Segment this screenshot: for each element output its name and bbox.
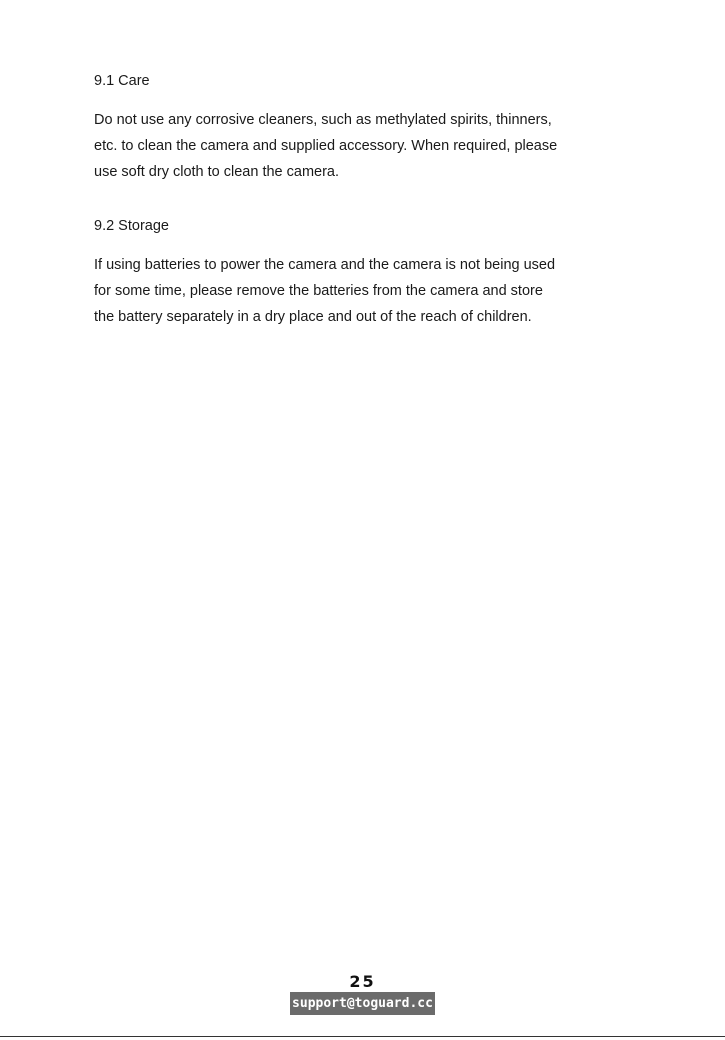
section-heading-care: 9.1 Care <box>94 73 150 89</box>
body-line: Do not use any corrosive cleaners, such as methylated spirits, thinners, <box>94 112 552 128</box>
body-line: the battery separately in a dry place and out of the reach of children. <box>94 309 532 325</box>
body-line: for some time, please remove the batteries from the camera and store <box>94 283 543 299</box>
bottom-divider <box>0 1036 725 1037</box>
section-body-storage <box>94 252 654 330</box>
page-content <box>94 70 654 330</box>
section-heading-storage: 9.2 Storage <box>94 218 169 234</box>
body-line: etc. to clean the camera and supplied accessory. When required, please <box>94 138 558 154</box>
body-line: use soft dry cloth to clean the camera. <box>94 164 340 180</box>
body-line: If using batteries to power the camera and the camera is not being used <box>94 257 556 273</box>
page-number: 25 <box>349 972 376 991</box>
support-email-badge: support@toguard.cc <box>290 992 435 1015</box>
section-body-care <box>94 107 654 185</box>
